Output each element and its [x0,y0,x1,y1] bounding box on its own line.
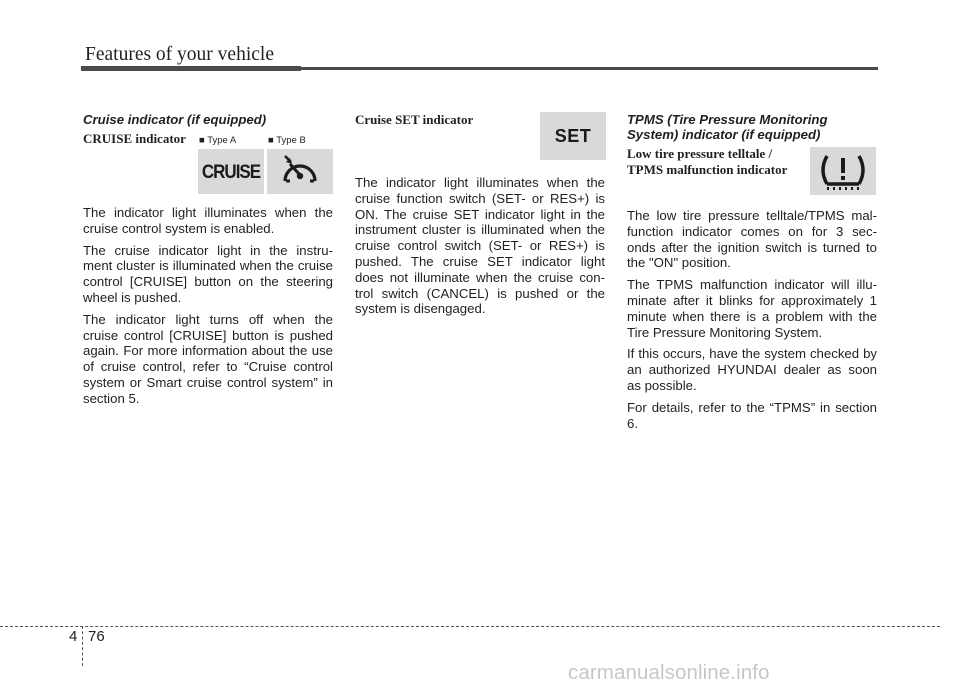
paragraph: The indicator light illuminates when the cruise function switch (SET- or RES+) is ON. The cruise SET indicator light in the instrument cluster is illuminated when the cruise control switch (SET- or RES+) is pushed. The cruise SET indicator light does not illuminate when the cruise con- trol switch (CANCEL) is pushed or the system is disengaged. [355,175,605,317]
page-header-title: Features of your vehicle [85,44,274,65]
set-icon-text: SET [554,125,592,146]
paragraph: If this occurs, have the system checked by an authorized HYUNDAI dealer as soon as possible. [627,346,877,393]
paragraph: The indicator light turns off when the cruise control [CRUISE] button is pushed again. For more information about the use of cruise control, refer to “Cruise control system or Smart cruise control system” in section 5. [83,311,333,406]
cruise-set-icon [540,112,606,160]
footer-divider [82,626,83,666]
chapter-number: 4 [69,628,78,645]
page-number: 76 [88,628,105,645]
header-rule-dark [81,66,301,71]
cruise-icon-text: CRUISE [201,160,261,182]
type-a-label: ■ Type A [199,135,237,146]
tpms-warning-icon [810,147,876,195]
tire-pressure-icon [814,150,872,192]
paragraph: The TPMS malfunction indicator will illu- minate after it blinks for approximately 1 minute when there is a problem with the Tire Pressure Monitoring System. [627,277,877,340]
watermark: carmanualsonline.info [568,661,770,684]
section-heading-cruise: Cruise indicator (if equipped) [83,112,267,127]
paragraph: The cruise indicator light in the instru- ment cluster is illuminated when the cruise control [CRUISE] button on the steering wheel is pushed. [83,242,333,305]
cruise-indicator-type-a-icon [198,149,264,194]
paragraph: For details, refer to the “TPMS” in section 6. [627,399,877,431]
cruise-indicator-type-b-icon [267,149,333,194]
section-heading-tpms [627,112,877,142]
subheading-cruise-indicator: CRUISE indicator [83,131,186,146]
subheading-cruise-set: Cruise SET indicator [355,112,474,127]
heading-line: System) indicator (if equipped) [627,127,821,142]
paragraph: The low tire pressure telltale/TPMS mal- function indicator comes on for 3 sec- onds after the ignition switch is turned to the "ON" position. [627,208,877,271]
header-rule-light [301,67,878,70]
type-b-label: ■ Type B [268,135,306,146]
speedometer-icon [271,151,329,193]
subheading-line: TPMS malfunction indicator [627,162,788,177]
header-rule [81,66,878,71]
paragraph: The indicator light illuminates when the cruise control system is enabled. [83,205,333,236]
footer-rule [0,626,940,627]
subheading-line: Low tire pressure telltale / [627,146,773,161]
heading-line: TPMS (Tire Pressure Monitoring [627,112,828,127]
